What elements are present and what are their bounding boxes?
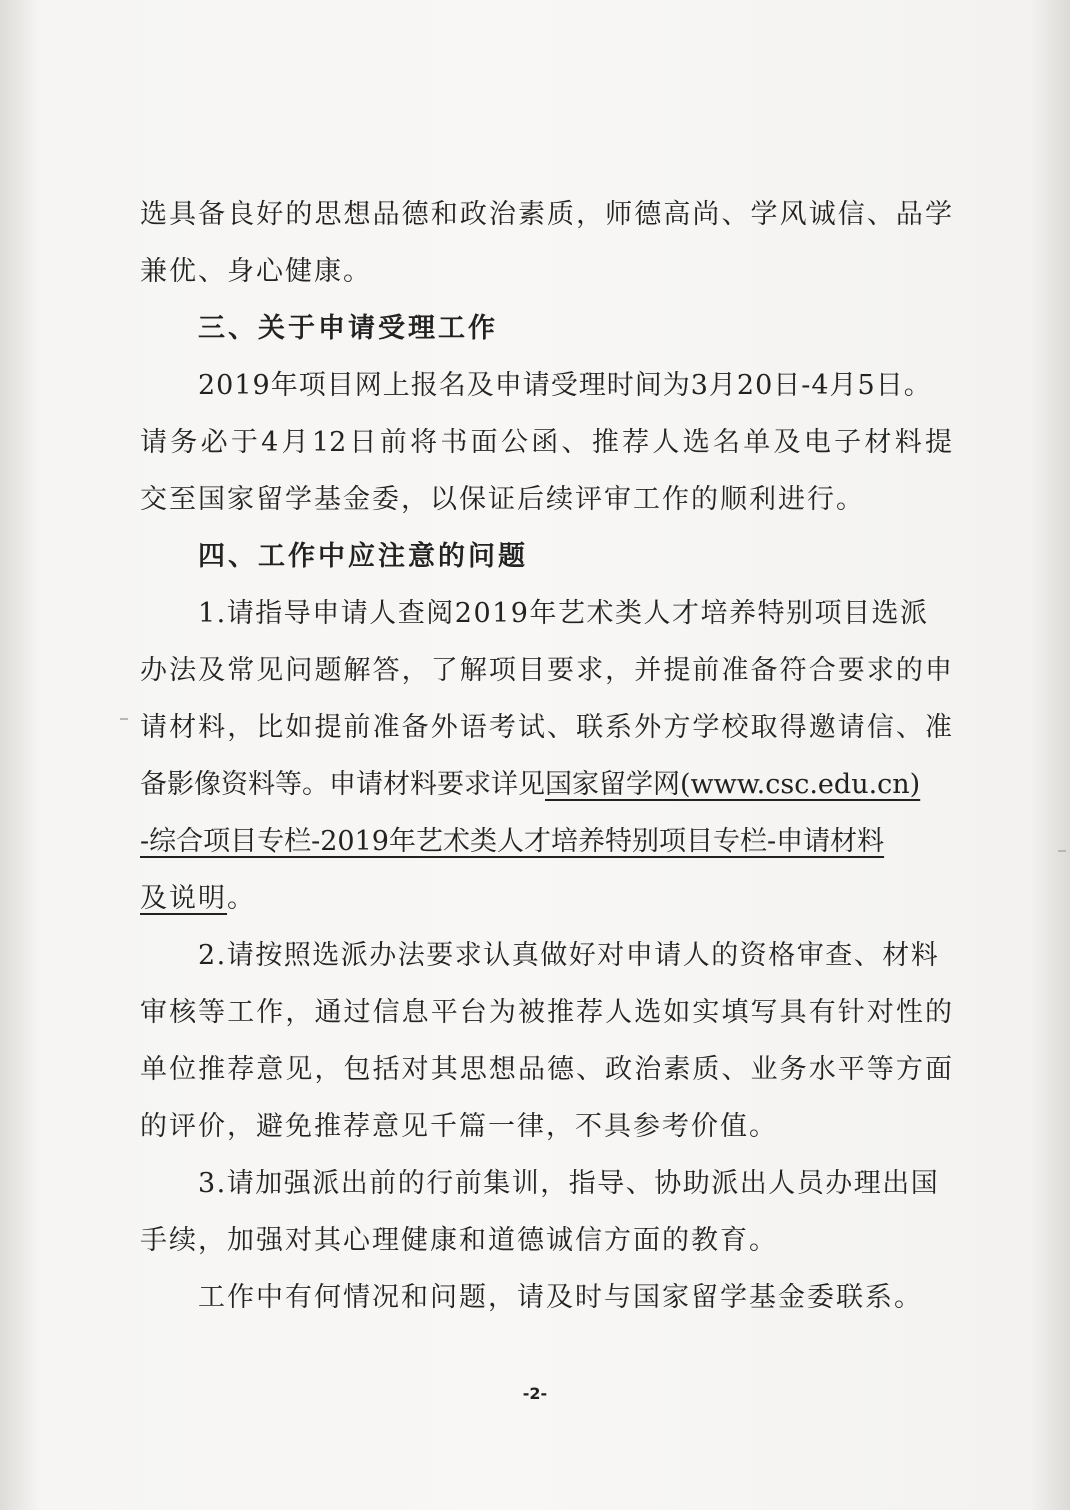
section-heading-3: 三、关于申请受理工作 xyxy=(198,313,498,344)
paragraph-line: 单位推荐意见，包括对其思想品德、政治素质、业务水平等方面 xyxy=(140,1054,952,1085)
paragraph-line: 2.请按照选派办法要求认真做好对申请人的资格审查、材料 xyxy=(198,940,940,971)
paragraph-line: 工作中有何情况和问题，请及时与国家留学基金委联系。 xyxy=(198,1282,923,1313)
paragraph-line: 2019年项目网上报名及申请受理时间为3月20日-4月5日。 xyxy=(198,370,932,401)
paragraph-line: 兼优、身心健康。 xyxy=(140,256,372,287)
paragraph-line: 手续，加强对其心理健康和道德诚信方面的教育。 xyxy=(140,1225,778,1256)
paragraph-line: 的评价，避免推荐意见千篇一律，不具参考价值。 xyxy=(140,1111,778,1142)
paragraph-line: 3.请加强派出前的行前集训，指导、协助派出人员办理出国 xyxy=(198,1168,940,1199)
page-number: -2- xyxy=(522,1384,548,1403)
paragraph-text: 。 xyxy=(227,883,256,914)
paragraph-line xyxy=(140,870,952,927)
csc-link-part-1[interactable]: 国家留学网(www.csc.edu.cn) xyxy=(545,769,921,800)
paragraph-line xyxy=(140,756,952,813)
csc-link-part-3[interactable]: 及说明 xyxy=(140,883,227,914)
paragraph-line: 1.请指导申请人查阅2019年艺术类人才培养特别项目选派 xyxy=(198,598,929,629)
paragraph-line: 办法及常见问题解答，了解项目要求，并提前准备符合要求的申 xyxy=(140,655,952,686)
scan-mark xyxy=(1058,850,1066,852)
paragraph-line xyxy=(140,813,952,870)
paragraph-line: 请务必于4月12日前将书面公函、推荐人选名单及电子材料提 xyxy=(140,427,952,458)
paragraph-line: 请材料，比如提前准备外语考试、联系外方学校取得邀请信、准 xyxy=(140,712,952,743)
csc-link-part-2[interactable]: -综合项目专栏-2019年艺术类人才培养特别项目专栏-申请材料 xyxy=(140,826,885,857)
scan-mark xyxy=(120,718,128,720)
paragraph-line: 选具备良好的思想品德和政治素质，师德高尚、学风诚信、品学 xyxy=(140,199,952,230)
paragraph-line: 交至国家留学基金委，以保证后续评审工作的顺利进行。 xyxy=(140,484,865,515)
document-body xyxy=(140,186,952,1326)
section-heading-4: 四、工作中应注意的问题 xyxy=(198,541,528,572)
paragraph-line: 审核等工作，通过信息平台为被推荐人选如实填写具有针对性的 xyxy=(140,997,952,1028)
paragraph-text: 备影像资料等。申请材料要求详见 xyxy=(140,769,545,800)
